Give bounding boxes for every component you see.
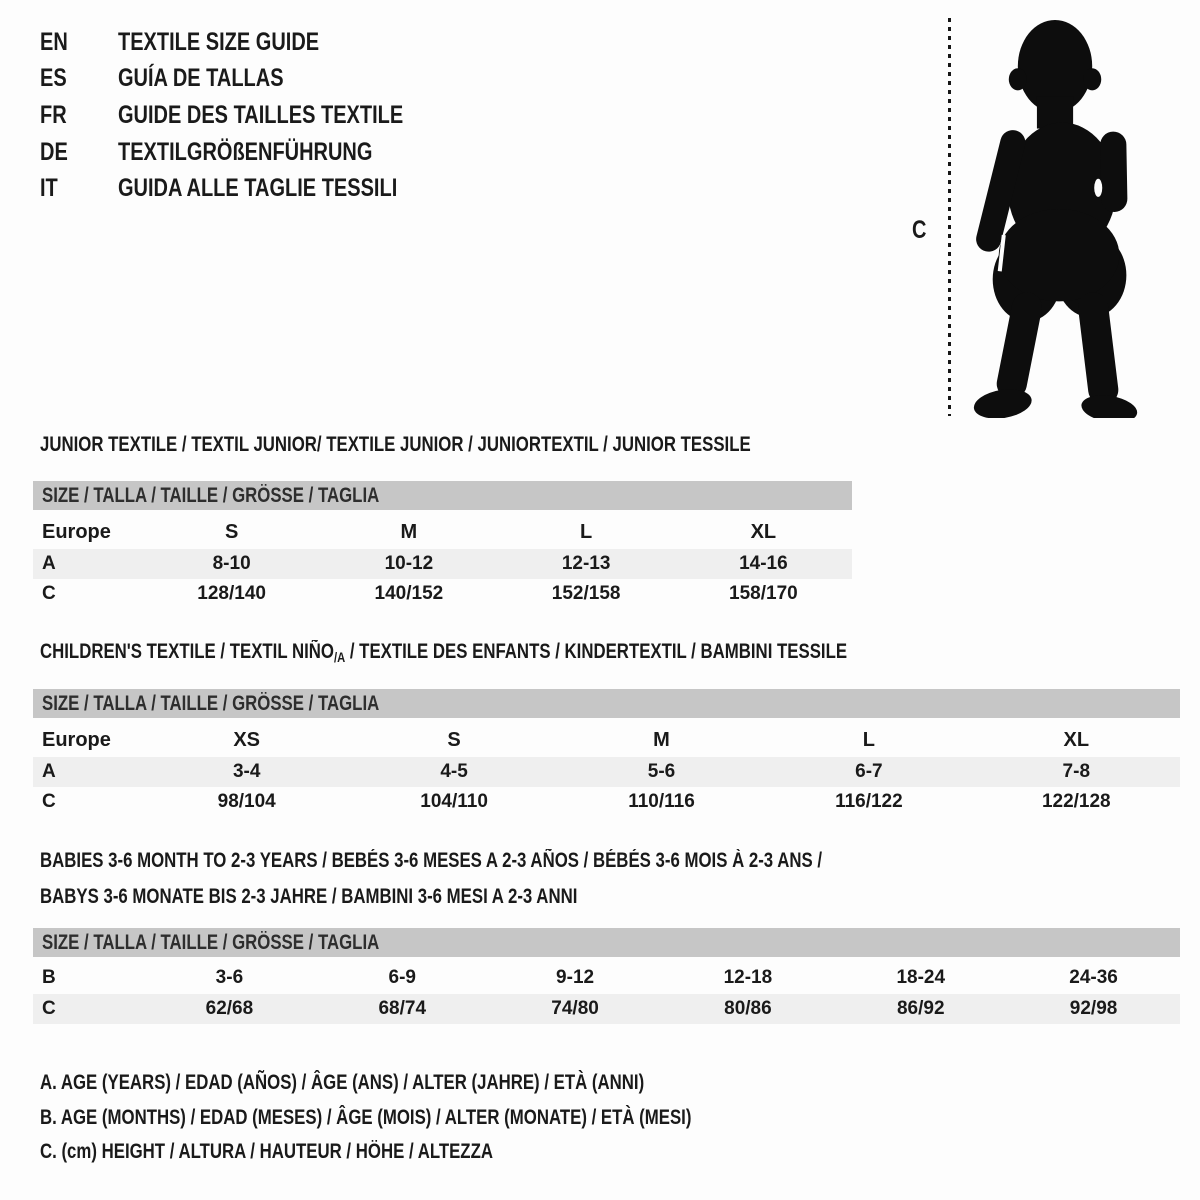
table-cell: 9-12 xyxy=(556,967,595,988)
table-cell: 110/116 xyxy=(628,791,695,812)
table-cell: 128/140 xyxy=(197,583,266,604)
height-cm-row xyxy=(33,994,1180,1024)
size-column: XS xyxy=(233,728,261,751)
children-size-table xyxy=(33,689,1180,817)
table-cell: 140/152 xyxy=(374,583,444,604)
table-cell: 158/170 xyxy=(729,583,798,604)
language-row xyxy=(40,170,475,207)
size-columns-row xyxy=(33,723,1180,757)
age-months-row xyxy=(33,962,1180,994)
height-cm-row xyxy=(33,579,852,609)
table-cell: 3-4 xyxy=(232,761,261,782)
language-code: DE xyxy=(40,137,68,166)
table-cell: 3-6 xyxy=(215,967,244,988)
row-label: C xyxy=(42,791,56,812)
table-cell: 12-13 xyxy=(561,553,611,574)
table-cell: 6-7 xyxy=(855,761,883,782)
height-measure-label: C xyxy=(912,216,927,244)
size-column: L xyxy=(862,728,875,751)
nino-a-subscript: /A xyxy=(333,649,346,665)
table-cell: 8-10 xyxy=(212,553,251,574)
language-row xyxy=(40,61,475,98)
table-cell: 80/86 xyxy=(724,998,772,1019)
legend-line-b: B. AGE (MONTHS) / EDAD (MESES) / ÂGE (MOIS) / ALTER (MONATE) / ETÀ (MESI) xyxy=(40,1105,692,1129)
size-header-label: SIZE / TALLA / TAILLE / GRÖSSE / TAGLIA xyxy=(42,931,380,954)
language-code: IT xyxy=(40,174,58,203)
table-cell: 104/110 xyxy=(420,791,488,812)
age-years-row xyxy=(33,757,1180,787)
size-column: S xyxy=(224,520,239,543)
language-title: GUÍA DE TALLAS xyxy=(118,64,284,93)
table-cell: 62/68 xyxy=(205,998,254,1019)
row-label: A xyxy=(42,553,56,574)
size-header-bar xyxy=(33,481,852,510)
language-row xyxy=(40,134,475,171)
row-label: C xyxy=(42,583,56,604)
table-cell: 4-5 xyxy=(440,761,468,782)
junior-size-table xyxy=(33,481,852,609)
language-code: EN xyxy=(40,27,68,56)
language-title: GUIDA ALLE TAGLIE TESSILI xyxy=(118,174,398,203)
language-code: FR xyxy=(40,100,67,129)
size-header-label: SIZE / TALLA / TAILLE / GRÖSSE / TAGLIA xyxy=(42,692,380,715)
height-measure-dashed-line xyxy=(948,18,951,416)
table-cell: 116/122 xyxy=(835,791,903,812)
legend-line-a: A. AGE (YEARS) / EDAD (AÑOS) / ÂGE (ANS) / ALTER (JAHRE) / ETÀ (ANNI) xyxy=(40,1071,645,1094)
table-cell: 12-18 xyxy=(723,967,773,988)
table-cell: 98/104 xyxy=(217,791,276,812)
region-label: Europe xyxy=(42,728,111,751)
language-code: ES xyxy=(40,64,67,93)
table-cell: 68/74 xyxy=(378,998,427,1019)
age-years-row xyxy=(33,549,852,579)
toddler-silhouette-image xyxy=(966,16,1138,418)
size-columns-row xyxy=(33,515,852,549)
row-label: A xyxy=(42,761,56,782)
language-row xyxy=(40,24,475,61)
table-cell: 24-36 xyxy=(1069,967,1118,988)
row-label: C xyxy=(42,998,56,1019)
row-label: B xyxy=(42,967,56,988)
babies-section-title: BABIES 3-6 MONTH TO 2-3 YEARS / BEBÉS 3-6 MESES A 2-3 AÑOS / BÉBÉS 3-6 MOIS À 2-3 ANS / BABYS 3-6 MONATE BIS 2-3 JAHRE / BAMBINI 3-6 MESI A 2-3 ANNI xyxy=(40,849,823,908)
table-cell: 7-8 xyxy=(1062,761,1091,782)
table-cell: 5-6 xyxy=(647,761,676,782)
table-cell: 10-12 xyxy=(384,553,434,574)
language-title: TEXTILE SIZE GUIDE xyxy=(118,27,320,56)
size-column: XL xyxy=(1063,728,1090,751)
babies-size-table xyxy=(33,928,1180,1024)
junior-section-title: JUNIOR TEXTILE / TEXTIL JUNIOR/ TEXTILE JUNIOR / JUNIORTEXTIL / JUNIOR TESSILE xyxy=(40,433,751,456)
size-header-label: SIZE / TALLA / TAILLE / GRÖSSE / TAGLIA xyxy=(42,484,380,507)
table-cell: 122/128 xyxy=(1041,791,1111,812)
table-cell: 86/92 xyxy=(896,998,945,1019)
size-column: L xyxy=(580,520,593,543)
table-cell: 74/80 xyxy=(551,998,599,1019)
table-cell: 6-9 xyxy=(388,967,416,988)
table-cell: 14-16 xyxy=(739,553,788,574)
language-title: GUIDE DES TAILLES TEXTILE xyxy=(118,100,404,129)
size-column: M xyxy=(653,728,670,751)
size-column: M xyxy=(400,520,418,543)
language-title: TEXTILGRÖßENFÜHRUNG xyxy=(118,137,373,166)
size-column: S xyxy=(447,728,461,751)
legend-line-c: C. (cm) HEIGHT / ALTURA / HAUTEUR / HÖHE / ALTEZZA xyxy=(40,1140,493,1163)
region-label: Europe xyxy=(42,520,111,543)
measure-legend xyxy=(40,1066,854,1170)
size-header-bar xyxy=(33,689,1180,718)
language-title-list xyxy=(40,24,475,207)
height-cm-row xyxy=(33,787,1180,817)
table-cell: 92/98 xyxy=(1069,998,1118,1019)
language-row xyxy=(40,97,475,134)
table-cell: 18-24 xyxy=(896,967,946,988)
size-header-bar xyxy=(33,928,1180,957)
table-cell: 152/158 xyxy=(551,583,621,604)
children-section-title: CHILDREN'S TEXTILE / TEXTIL NIÑO/A / TEXTILE DES ENFANTS / KINDERTEXTIL / BAMBINI TESSILE xyxy=(40,640,848,665)
size-column: XL xyxy=(750,520,777,543)
